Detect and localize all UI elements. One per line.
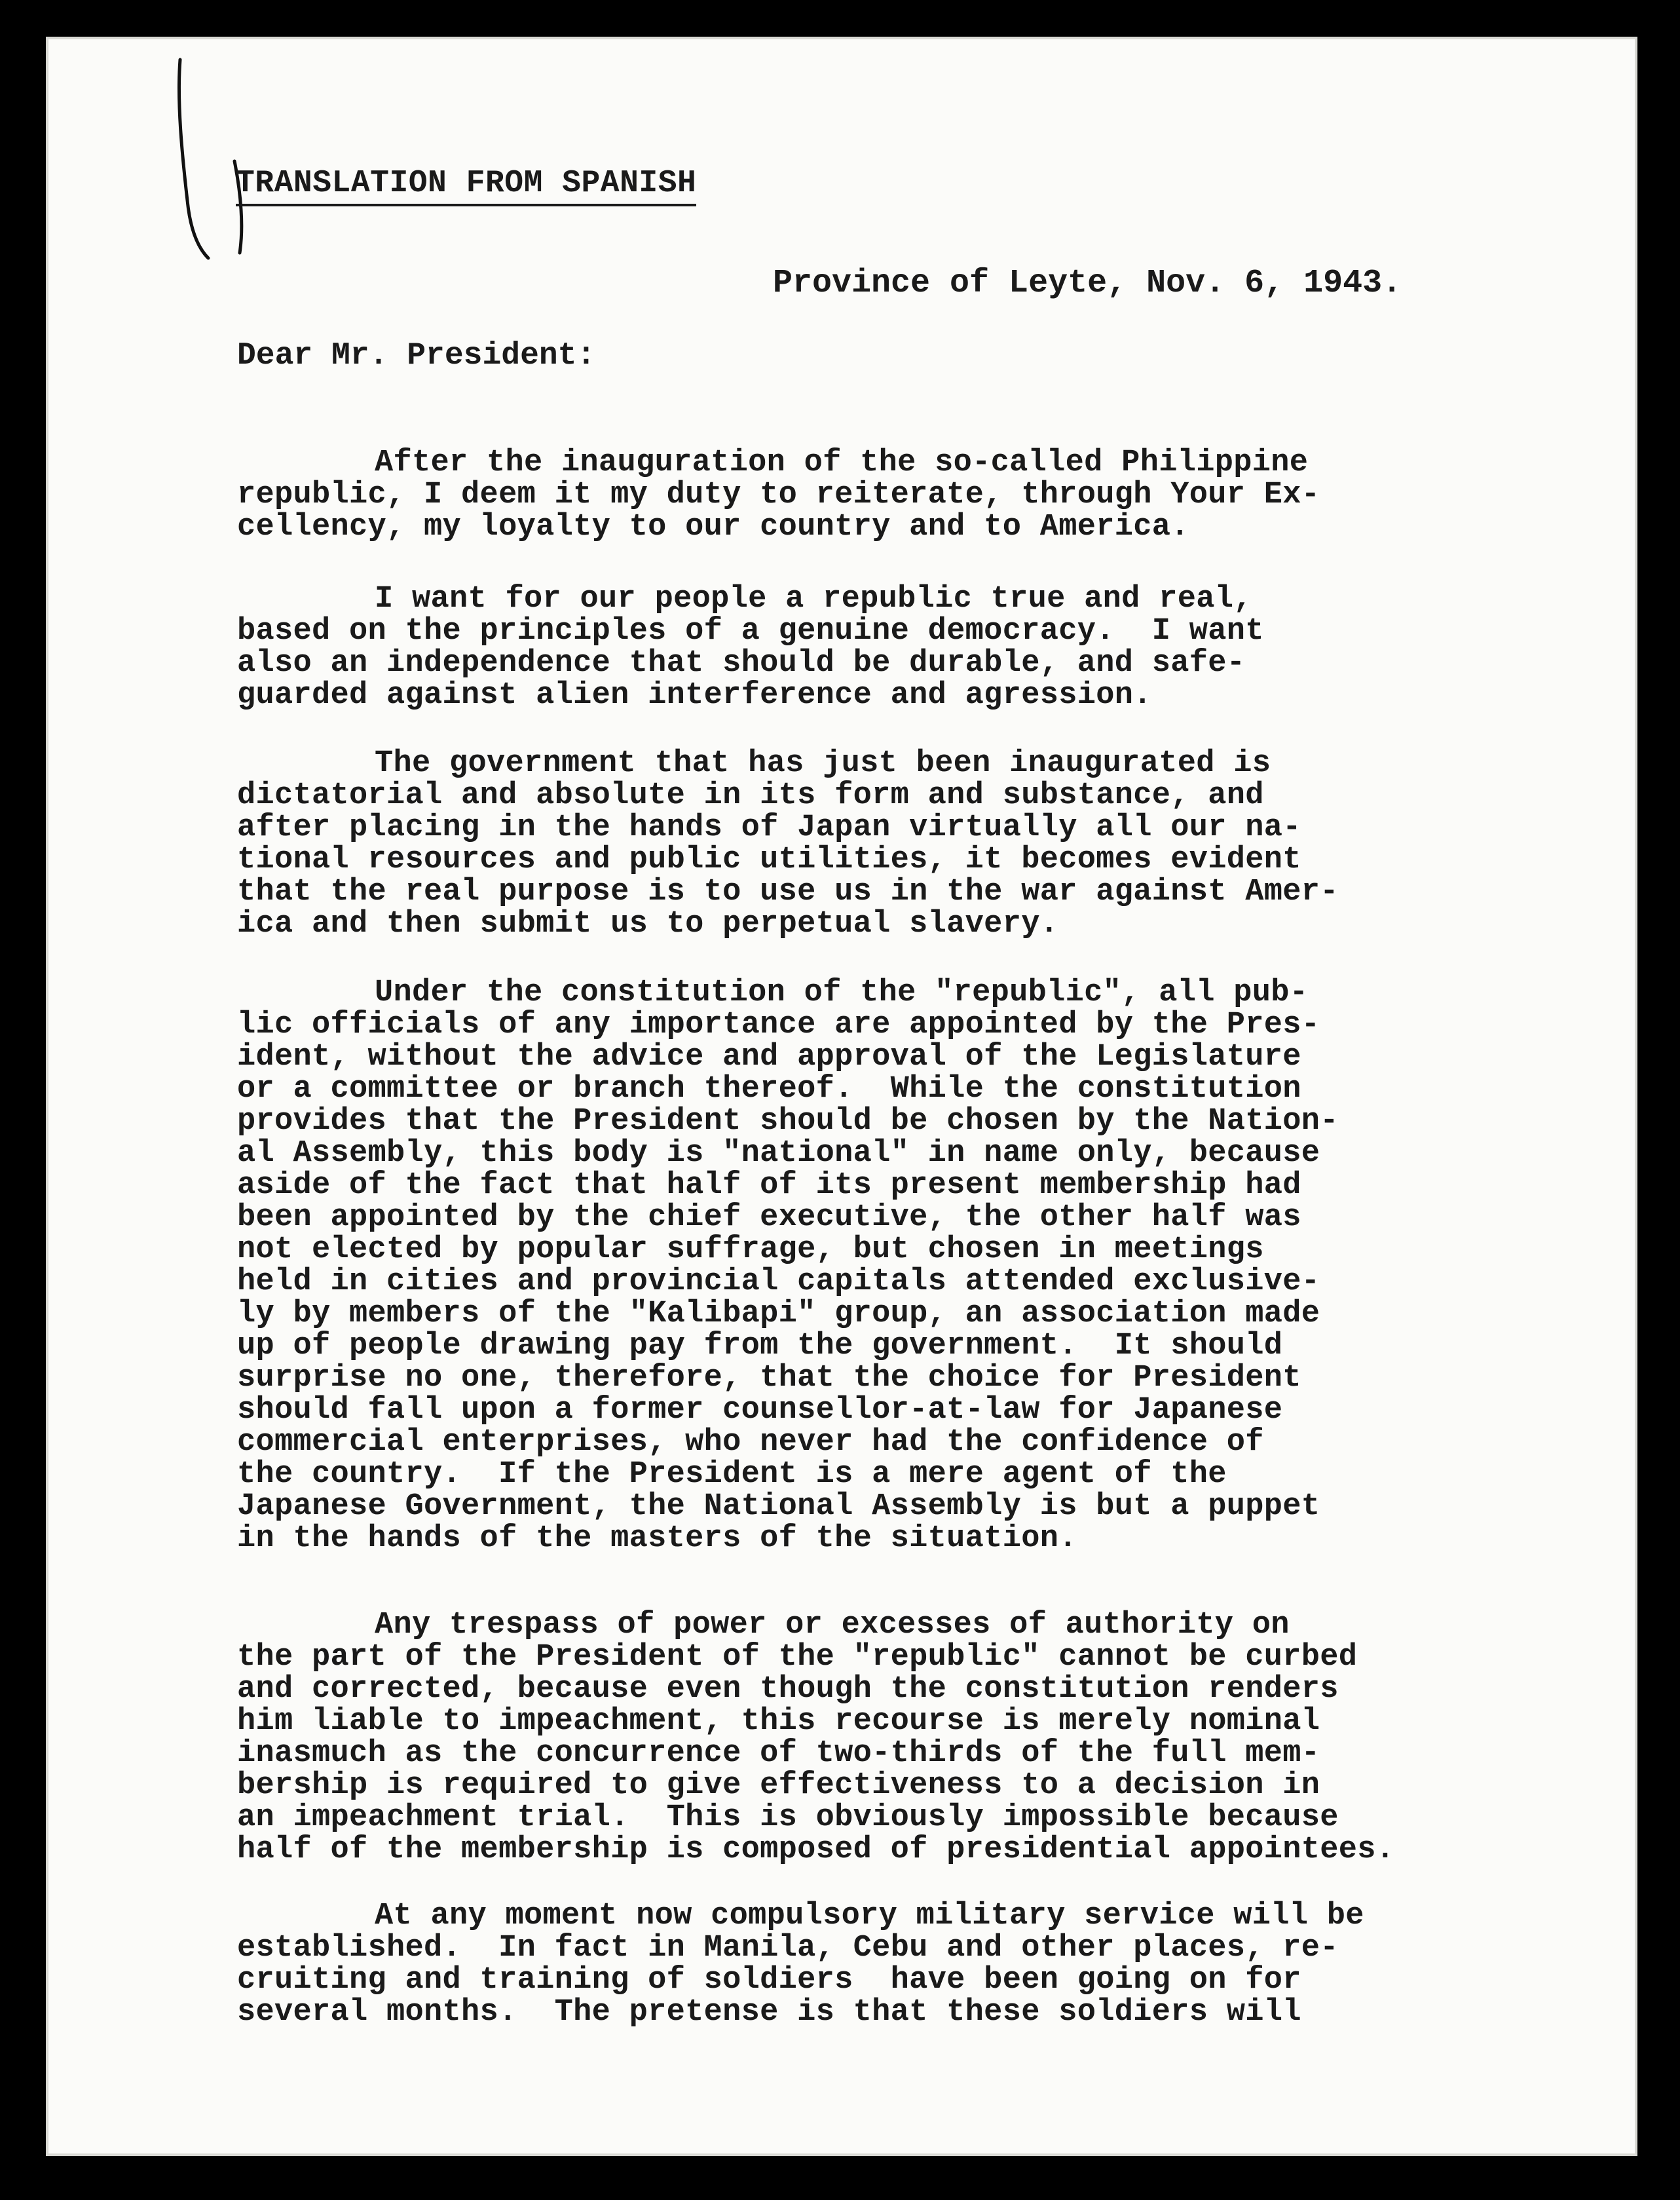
text-line: after placing in the hands of Japan virtually all our na- — [237, 810, 1301, 845]
paragraph-4 — [237, 977, 1482, 1555]
text-line: dictatorial and absolute in its form and substance, and — [237, 778, 1264, 813]
text-line: ica and then submit us to perpetual slavery. — [237, 907, 1059, 941]
text-line: ident, without the advice and approval of the Legislature — [237, 1040, 1301, 1074]
paragraph-3 — [237, 748, 1482, 940]
text-line: commercial enterprises, who never had the confidence of — [237, 1425, 1264, 1460]
text-line: that the real purpose is to use us in the war against Amer- — [237, 875, 1339, 909]
text-line: several months. The pretense is that these soldiers will — [237, 1995, 1301, 2030]
text-line: the country. If the President is a mere agent of the — [237, 1457, 1227, 1492]
text-line: inasmuch as the concurrence of two-thirds of the full mem- — [237, 1736, 1320, 1771]
text-line: an impeachment trial. This is obviously impossible because — [237, 1800, 1339, 1835]
text-line: held in cities and provincial capitals attended exclusive- — [237, 1264, 1320, 1299]
text-line: bership is required to give effectiveness to a decision in — [237, 1768, 1320, 1803]
text-line: him liable to impeachment, this recourse is merely nominal — [237, 1704, 1320, 1739]
text-line: guarded against alien interference and agression. — [237, 678, 1152, 713]
text-line: half of the membership is composed of presidential appointees. — [237, 1832, 1395, 1867]
document-heading: TRANSLATION FROM SPANISH — [236, 166, 696, 206]
text-line: been appointed by the chief executive, the other half was — [237, 1200, 1301, 1235]
text-line: tional resources and public utilities, it becomes evident — [237, 843, 1301, 877]
text-line: I want for our people a republic true and real, — [375, 582, 1252, 616]
text-line: surprise no one, therefore, that the choice for President — [237, 1361, 1301, 1395]
paragraph-6 — [237, 1900, 1482, 2028]
text-line: established. In fact in Manila, Cebu and other places, re- — [237, 1931, 1339, 1965]
text-line: up of people drawing pay from the government. It should — [237, 1329, 1283, 1363]
text-line: also an independence that should be durable, and safe- — [237, 646, 1246, 681]
text-line: cruiting and training of soldiers have been going on for — [237, 1963, 1301, 1998]
text-line: based on the principles of a genuine democracy. I want — [237, 614, 1264, 649]
text-line: the part of the President of the "republic" cannot be curbed — [237, 1640, 1358, 1675]
paragraph-5 — [237, 1609, 1482, 1866]
text-line: Any trespass of power or excesses of authority on — [375, 1608, 1290, 1642]
paragraph-2 — [237, 583, 1482, 711]
text-line: not elected by popular suffrage, but chosen in meetings — [237, 1232, 1264, 1267]
text-line: republic, I deem it my duty to reiterate, through Your Ex- — [237, 478, 1320, 512]
text-line: aside of the fact that half of its present membership had — [237, 1168, 1301, 1203]
text-line: ly by members of the "Kalibapi" group, an association made — [237, 1297, 1320, 1331]
text-line: Japanese Government, the National Assembly is but a puppet — [237, 1489, 1320, 1524]
text-line: in the hands of the masters of the situation. — [237, 1521, 1077, 1556]
text-line: lic officials of any importance are appointed by the Pres- — [237, 1008, 1320, 1042]
text-line: and corrected, because even though the constitution renders — [237, 1672, 1339, 1707]
text-line: Under the constitution of the "republic", all pub- — [375, 976, 1309, 1010]
salutation: Dear Mr. President: — [237, 338, 596, 373]
text-line: At any moment now compulsory military service will be — [375, 1899, 1364, 1933]
paragraph-1 — [237, 447, 1482, 543]
text-line: cellency, my loyalty to our country and to America. — [237, 510, 1189, 544]
text-line: provides that the President should be chosen by the Nation- — [237, 1104, 1339, 1139]
text-line: should fall upon a former counsellor-at-law for Japanese — [237, 1393, 1283, 1428]
text-line: al Assembly, this body is "national" in name only, because — [237, 1136, 1320, 1171]
text-line: or a committee or branch thereof. While the constitution — [237, 1072, 1301, 1107]
dateline: Province of Leyte, Nov. 6, 1943. — [773, 265, 1402, 302]
text-line: After the inauguration of the so-called Philippine — [375, 446, 1309, 480]
text-line: The government that has just been inaugurated is — [375, 746, 1271, 781]
